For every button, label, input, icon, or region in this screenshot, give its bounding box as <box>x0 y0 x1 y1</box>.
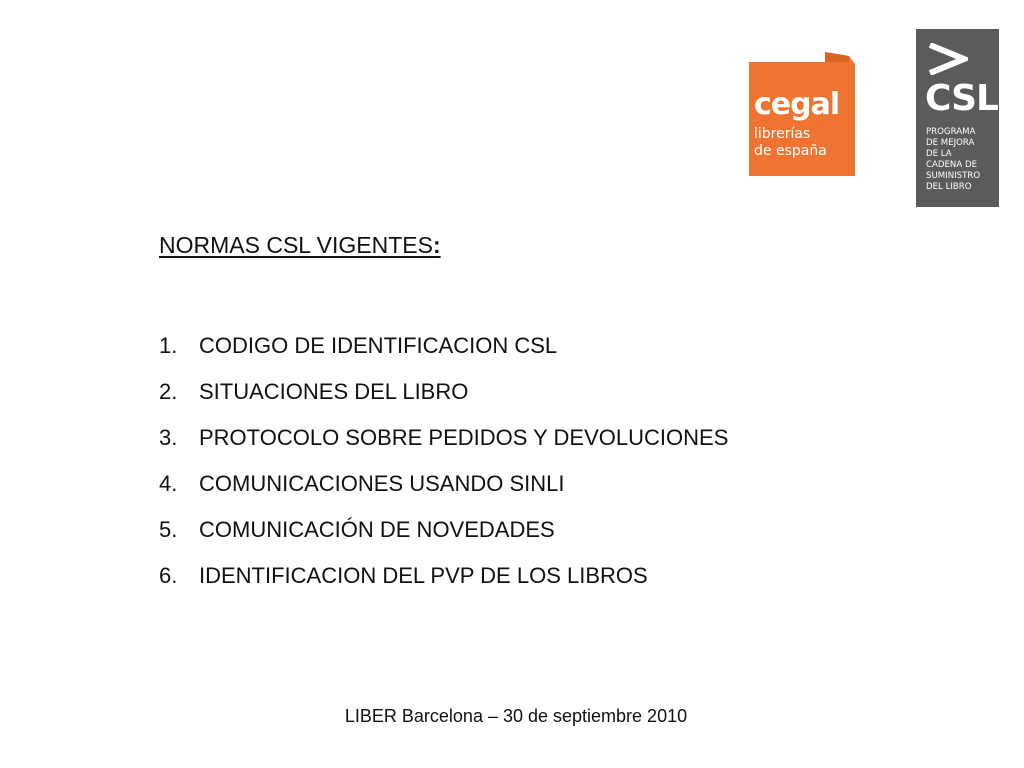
page-title-text: NORMAS CSL VIGENTES <box>159 232 433 258</box>
cegal-brand: cegal <box>754 87 840 122</box>
list-item <box>159 332 728 378</box>
list-item-number: 4. <box>159 471 178 496</box>
footer-text: LIBER Barcelona – 30 de septiembre 2010 <box>344 706 688 726</box>
list-item <box>159 424 728 470</box>
list-item-number: 5. <box>159 517 178 542</box>
list-item-number: 2. <box>159 379 178 404</box>
list-item-text: COMUNICACIÓN DE NOVEDADES <box>199 517 555 542</box>
page-title-colon: : <box>432 232 441 258</box>
list-item-text: COMUNICACIONES USANDO SINLI <box>199 471 565 496</box>
list-item-text: IDENTIFICACION DEL PVP DE LOS LIBROS <box>199 563 648 588</box>
cegal-logo-text <box>754 87 840 160</box>
cegal-line-1: librerías <box>754 126 811 142</box>
page-title <box>159 232 441 259</box>
list-item-number: 3. <box>159 425 178 450</box>
csl-mark: CSL <box>925 78 998 119</box>
cegal-logo <box>749 52 855 176</box>
list-item <box>159 562 728 608</box>
list-item <box>159 516 728 562</box>
csl-logo <box>916 29 999 207</box>
list-item <box>159 470 728 516</box>
list-item-text: CODIGO DE IDENTIFICACION CSL <box>199 333 558 358</box>
list-item-text: PROTOCOLO SOBRE PEDIDOS Y DEVOLUCIONES <box>199 425 729 450</box>
csl-subtitle: PROGRAMA DE MEJORA DE LA CADENA DE SUMINISTRO DEL LIBRO <box>926 127 981 192</box>
list-item-number: 6. <box>159 563 178 588</box>
list-item <box>159 378 728 424</box>
norms-list <box>159 332 728 608</box>
list-item-text: SITUACIONES DEL LIBRO <box>199 379 469 404</box>
cegal-line-2: de españa <box>754 143 827 159</box>
list-item-number: 1. <box>159 333 178 358</box>
chevron-right-icon <box>928 43 968 75</box>
